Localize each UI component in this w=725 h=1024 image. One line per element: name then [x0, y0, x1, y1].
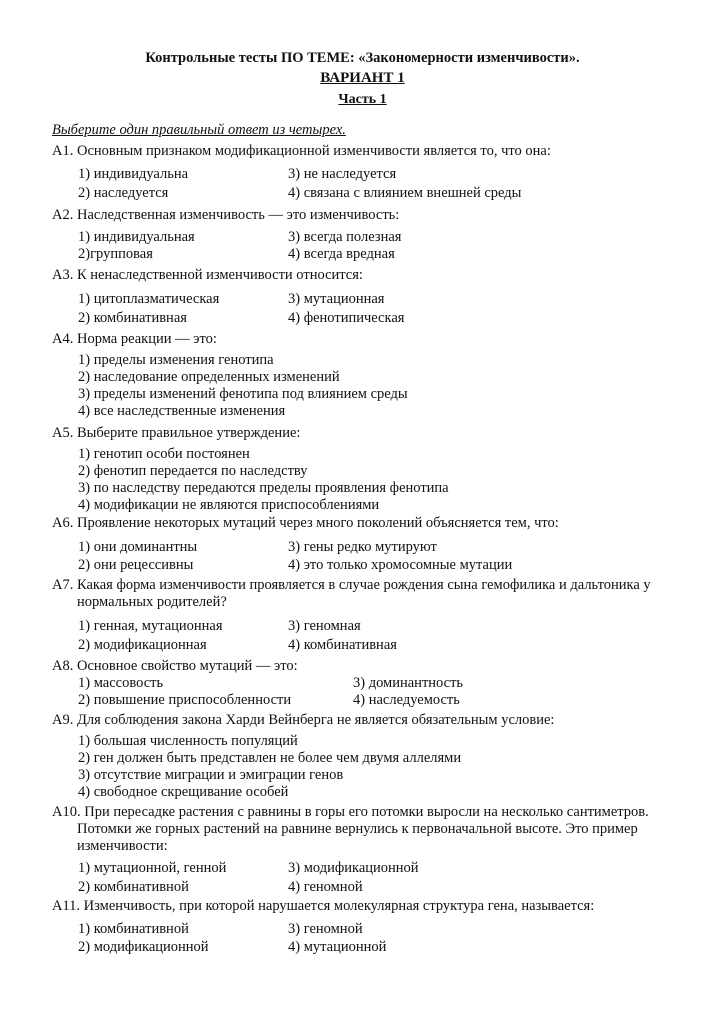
answer-option: 2) фенотип передается по наследству [78, 463, 308, 479]
question-a10-continuation: Потомки же горных растений на равнине вернулись к первоначальной высоте. Это пример [77, 821, 638, 837]
answer-option: 1) мутационной, генной [78, 860, 227, 876]
question-a10-continuation-2: изменчивости: [77, 838, 168, 854]
answer-option: 1) генотип особи постоянен [78, 446, 250, 462]
question-a7: А7. Какая форма изменчивости проявляется в случае рождения сына гемофилика и дальтоника у [52, 577, 651, 593]
answer-option: 3) отсутствие миграции и эмиграции генов [78, 767, 344, 783]
answer-option: 2) наследование определенных изменений [78, 369, 340, 385]
answer-option: 3) по наследству передаются пределы проявления фенотипа [78, 480, 449, 496]
question-a10: А10. При пересадке растения с равнины в горы его потомки выросли на несколько сантиметров. [52, 804, 649, 820]
answer-option: 2) ген должен быть представлен не более чем двумя аллелями [78, 750, 462, 766]
answer-option: 3) гены редко мутируют [288, 539, 437, 555]
answer-option: 2) модификационной [78, 939, 209, 955]
answer-option: 2) комбинативной [78, 879, 189, 895]
answer-option: 3) пределы изменений фенотипа под влиянием среды [78, 386, 408, 402]
answer-option: 3) мутационная [288, 291, 385, 307]
answer-option: 4) мутационной [288, 939, 387, 955]
answer-option: 2) комбинативная [78, 310, 187, 326]
answer-option: 1) цитоплазматическая [78, 291, 220, 307]
part-heading: Часть 1 [338, 92, 387, 107]
answer-option: 1) индивидуальна [78, 166, 189, 182]
answer-option: 1) генная, мутационная [78, 618, 223, 634]
answer-option: 4) все наследственные изменения [78, 403, 286, 419]
answer-option: 1) массовость [78, 675, 164, 691]
question-a11: А11. Изменчивость, при которой нарушается молекулярная структура гена, называется: [52, 898, 595, 914]
document-title: Контрольные тесты ПО ТЕМЕ: «Закономерности изменчивости». [145, 50, 580, 66]
answer-option: 3) геномная [288, 618, 361, 634]
answer-option: 2) повышение приспособленности [78, 692, 292, 708]
answer-option: 4) комбинативная [288, 637, 397, 653]
answer-option: 1) они доминантны [78, 539, 198, 555]
answer-option: 4) связана с влиянием внешней среды [288, 185, 522, 201]
answer-option: 3) модификационной [288, 860, 419, 876]
answer-option: 4) модификации не являются приспособлениями [78, 497, 380, 513]
answer-option: 3) не наследуется [288, 166, 397, 182]
answer-option: 1) большая численность популяций [78, 733, 298, 749]
answer-option: 3) геномной [288, 921, 363, 937]
answer-option: 4) это только хромосомные мутации [288, 557, 513, 573]
question-a5: А5. Выберите правильное утверждение: [52, 425, 301, 441]
question-a3: А3. К ненаследственной изменчивости относится: [52, 267, 363, 283]
question-a4: А4. Норма реакции — это: [52, 331, 217, 347]
answer-option: 4) наследуемость [353, 692, 460, 708]
answer-option: 4) всегда вредная [288, 246, 395, 262]
question-a1: А1. Основным признаком модификационной изменчивости является то, что она: [52, 143, 551, 159]
answer-option: 2) наследуется [78, 185, 169, 201]
answer-option: 2)групповая [78, 246, 153, 262]
answer-option: 2) модификационная [78, 637, 207, 653]
answer-option: 1) пределы изменения генотипа [78, 352, 274, 368]
question-a6: А6. Проявление некоторых мутаций через много поколений объясняется тем, что: [52, 515, 559, 531]
answer-option: 3) доминантность [353, 675, 464, 691]
question-a8: А8. Основное свойство мутаций — это: [52, 658, 298, 674]
question-a7-continuation: нормальных родителей? [77, 594, 227, 610]
answer-option: 4) фенотипическая [288, 310, 405, 326]
question-a2: А2. Наследственная изменчивость — это изменчивость: [52, 207, 400, 223]
answer-option: 1) комбинативной [78, 921, 189, 937]
answer-option: 3) всегда полезная [288, 229, 402, 245]
question-a9: А9. Для соблюдения закона Харди Вейнберга не является обязательным условие: [52, 712, 555, 728]
answer-option: 4) свободное скрещивание особей [78, 784, 289, 800]
answer-option: 1) индивидуальная [78, 229, 195, 245]
variant-heading: ВАРИАНТ 1 [320, 70, 405, 86]
instruction-text: Выберите один правильный ответ из четырех. [52, 122, 346, 138]
answer-option: 2) они рецессивны [78, 557, 194, 573]
answer-option: 4) геномной [288, 879, 363, 895]
